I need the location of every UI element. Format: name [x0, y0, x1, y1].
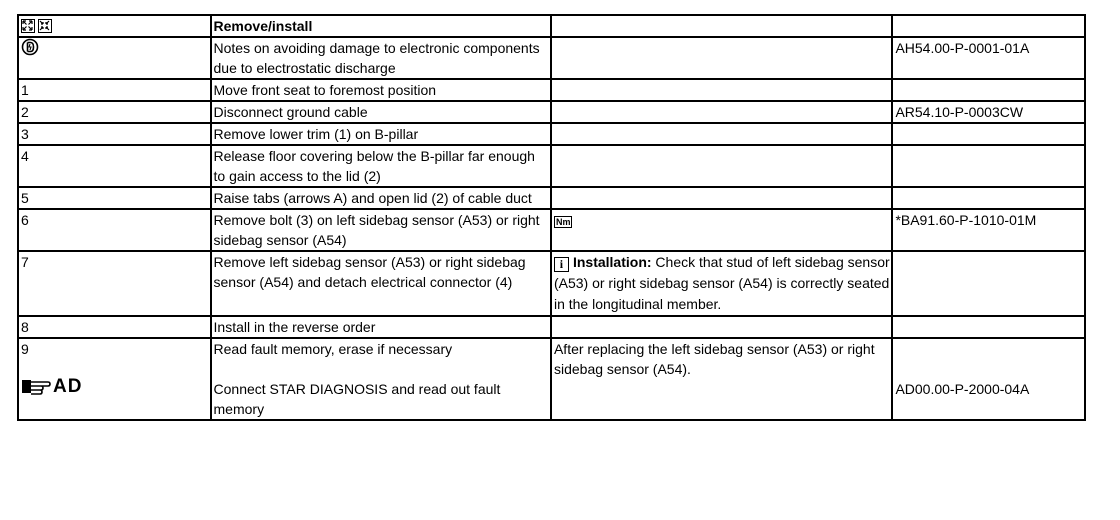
- table-row: [18, 187, 1085, 209]
- procedure-table: [17, 14, 1086, 421]
- step-number: 4: [18, 145, 211, 187]
- table-row-last: [18, 338, 1085, 420]
- header-icons-cell: [18, 15, 211, 37]
- header-ref-cell: [892, 15, 1085, 37]
- table-row: [18, 251, 1085, 316]
- step-text: Move front seat to foremost position: [211, 79, 551, 101]
- step-number: 3: [18, 123, 211, 145]
- step-text: Remove left sidebag sensor (A53) or right sidebag sensor (A54) and detach electrical connector (4): [211, 251, 551, 316]
- installation-label: Installation:: [572, 254, 652, 270]
- step-number: 6: [18, 209, 211, 251]
- step-note: [551, 101, 892, 123]
- step-text: Remove bolt (3) on left sidebag sensor (A53) or right sidebag sensor (A54): [211, 209, 551, 251]
- step-ref-link[interactable]: AD00.00-P-2000-04A: [895, 381, 1030, 397]
- step-note: [551, 79, 892, 101]
- header-title: Remove/install: [211, 15, 551, 37]
- step-text: Raise tabs (arrows A) and open lid (2) of cable duct: [211, 187, 551, 209]
- step-text-diagnosis: Connect STAR DIAGNOSIS and read out fault memory: [213, 381, 501, 417]
- pointing-hand-icon: [21, 378, 51, 396]
- installation-note: Check that stud of left sidebag sensor (A53) or right sidebag sensor (A54) is correctly seated in the longitudinal member.: [553, 254, 890, 312]
- table-row: [18, 145, 1085, 187]
- collapse-icon[interactable]: [38, 19, 52, 33]
- esd-icon-cell: [18, 37, 211, 79]
- step-number: 8: [18, 316, 211, 338]
- step-text: Remove lower trim (1) on B-pillar: [211, 123, 551, 145]
- step-note: [551, 187, 892, 209]
- step-number: 5: [18, 187, 211, 209]
- step-note: [551, 316, 892, 338]
- torque-icon[interactable]: Nm: [555, 217, 571, 227]
- step-ref-link[interactable]: AR54.10-P-0003CW: [892, 101, 1085, 123]
- expand-icon[interactable]: [21, 19, 35, 33]
- esd-note: Notes on avoiding damage to electronic components due to electrostatic discharge: [211, 37, 551, 79]
- esd-row: [18, 37, 1085, 79]
- esd-warning-icon: [21, 38, 39, 56]
- esd-ref-link[interactable]: AH54.00-P-0001-01A: [892, 37, 1085, 79]
- info-icon: i: [554, 257, 569, 272]
- step-text: Disconnect ground cable: [211, 101, 551, 123]
- step-note: [551, 209, 892, 251]
- step-note: [551, 145, 892, 187]
- esd-note-extra: [551, 37, 892, 79]
- step-number: 9: [21, 341, 29, 357]
- table-row: [18, 79, 1085, 101]
- table-row: [18, 101, 1085, 123]
- step-ref: [892, 316, 1085, 338]
- table-row: [18, 316, 1085, 338]
- step-text: Install in the reverse order: [211, 316, 551, 338]
- step-number: 1: [18, 79, 211, 101]
- step-ref: [892, 251, 1085, 316]
- ad-label: AD: [53, 376, 83, 397]
- step-note: After replacing the left sidebag sensor (A53) or right sidebag sensor (A54).: [551, 338, 892, 420]
- step-ref: [892, 187, 1085, 209]
- step-text: Release floor covering below the B-pillar far enough to gain access to the lid (2): [211, 145, 551, 187]
- step-number: 2: [18, 101, 211, 123]
- step-note: [551, 251, 892, 316]
- step-number: 7: [18, 251, 211, 316]
- step-text-cell: [211, 338, 551, 420]
- step-ref: [892, 145, 1085, 187]
- step-ref: [892, 79, 1085, 101]
- ad-marker: [21, 377, 210, 397]
- step-number-cell: [18, 338, 211, 420]
- step-ref-link[interactable]: *BA91.60-P-1010-01M: [892, 209, 1085, 251]
- step-text: Read fault memory, erase if necessary: [213, 341, 453, 357]
- header-row: [18, 15, 1085, 37]
- step-ref-cell: [892, 338, 1085, 420]
- step-note: [551, 123, 892, 145]
- step-ref: [892, 123, 1085, 145]
- table-row: [18, 123, 1085, 145]
- header-note-cell: [551, 15, 892, 37]
- table-row: [18, 209, 1085, 251]
